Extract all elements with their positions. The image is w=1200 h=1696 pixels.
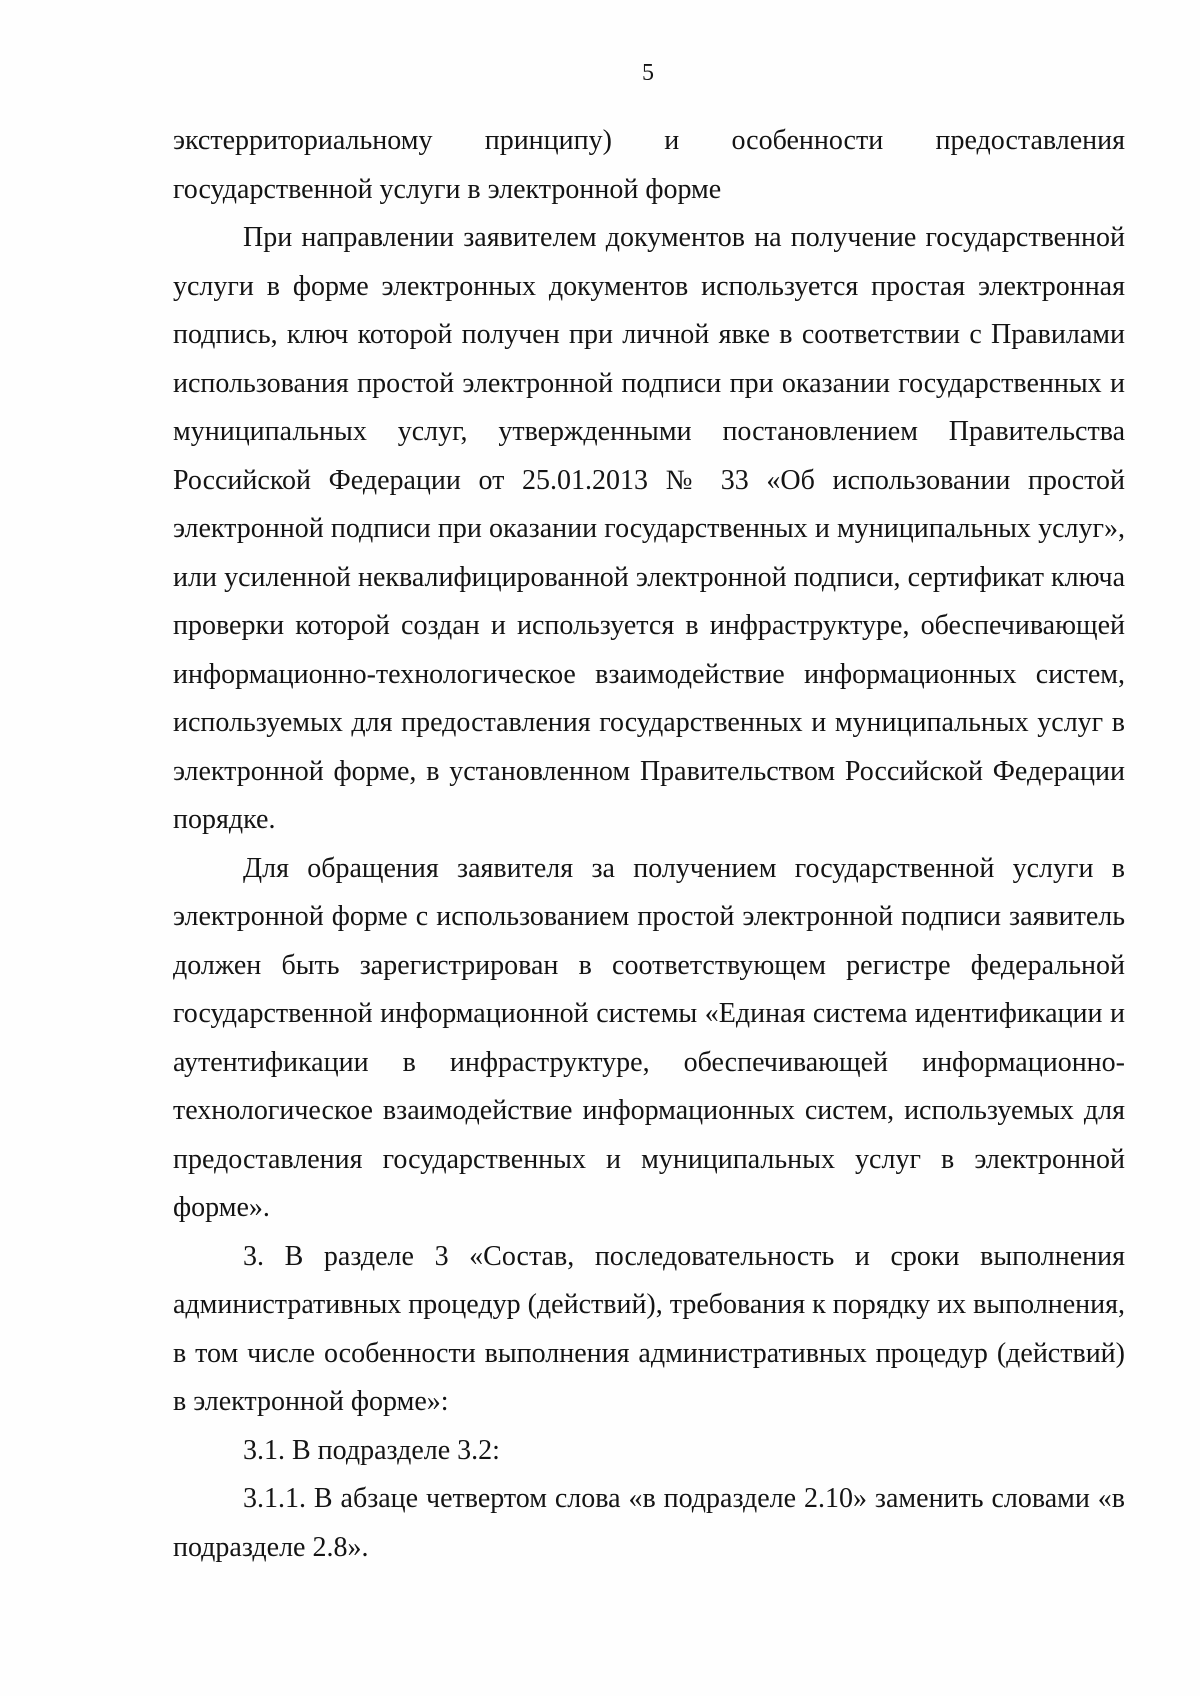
paragraph-subsection-3-2: 3.1. В подразделе 3.2: (243, 1434, 500, 1466)
paragraph-section-3: 3. В разделе 3 «Состав, последовательность и сроки выполнения административных процедур (действий), требования к порядку их выполнения, в том числе особенности выполнения административных процедур (действий) в электронной форме»: (173, 1240, 1125, 1417)
page-number: 5 (642, 60, 654, 86)
paragraph-electronic-signature: При направлении заявителем документов на получение государственной услуги в форме электронных документов используется простая электронная подпись, ключ которой получен при личной явке в соответствии с Правилами использования простой электронной подписи при оказании государственных и муниципальных услуг, утвержденными постановлением Правительства Российской Федерации от 25.01.2013 № 33 «Об использовании простой электронной подписи при оказании государственных и муниципальных услуг», или усиленной неквалифицированной электронной подписи, сертификат ключа проверки которой создан и используется в инфраструктуре, обеспечивающей информационно-технологическое взаимодействие информационных систем, используемых для предоставления государственных и муниципальных услуг в электронной форме, в установленном Правительством Российской Федерации порядке. (173, 222, 1125, 835)
paragraph-registration-requirement: Для обращения заявителя за получением государственной услуги в электронной форме с использованием простой электронной подписи заявитель должен быть зарегистрирован в соответствующем регистре федеральной государственной информационной системы «Единая система идентификации и аутентификации в инфраструктуре, обеспечивающей информационно-технологическое взаимодействие информационных систем, используемых для предоставления государственных и муниципальных услуг в электронной форме». (173, 852, 1125, 1223)
paragraph-continuation: экстерриториальному принципу) и особенности предоставления государственной услуги в электронной форме (173, 125, 1125, 205)
document-body (173, 117, 1125, 1572)
paragraph-item-3-1-1: 3.1.1. В абзаце четвертом слова «в подразделе 2.10» заменить словами «в подразделе 2.8». (173, 1483, 1125, 1563)
